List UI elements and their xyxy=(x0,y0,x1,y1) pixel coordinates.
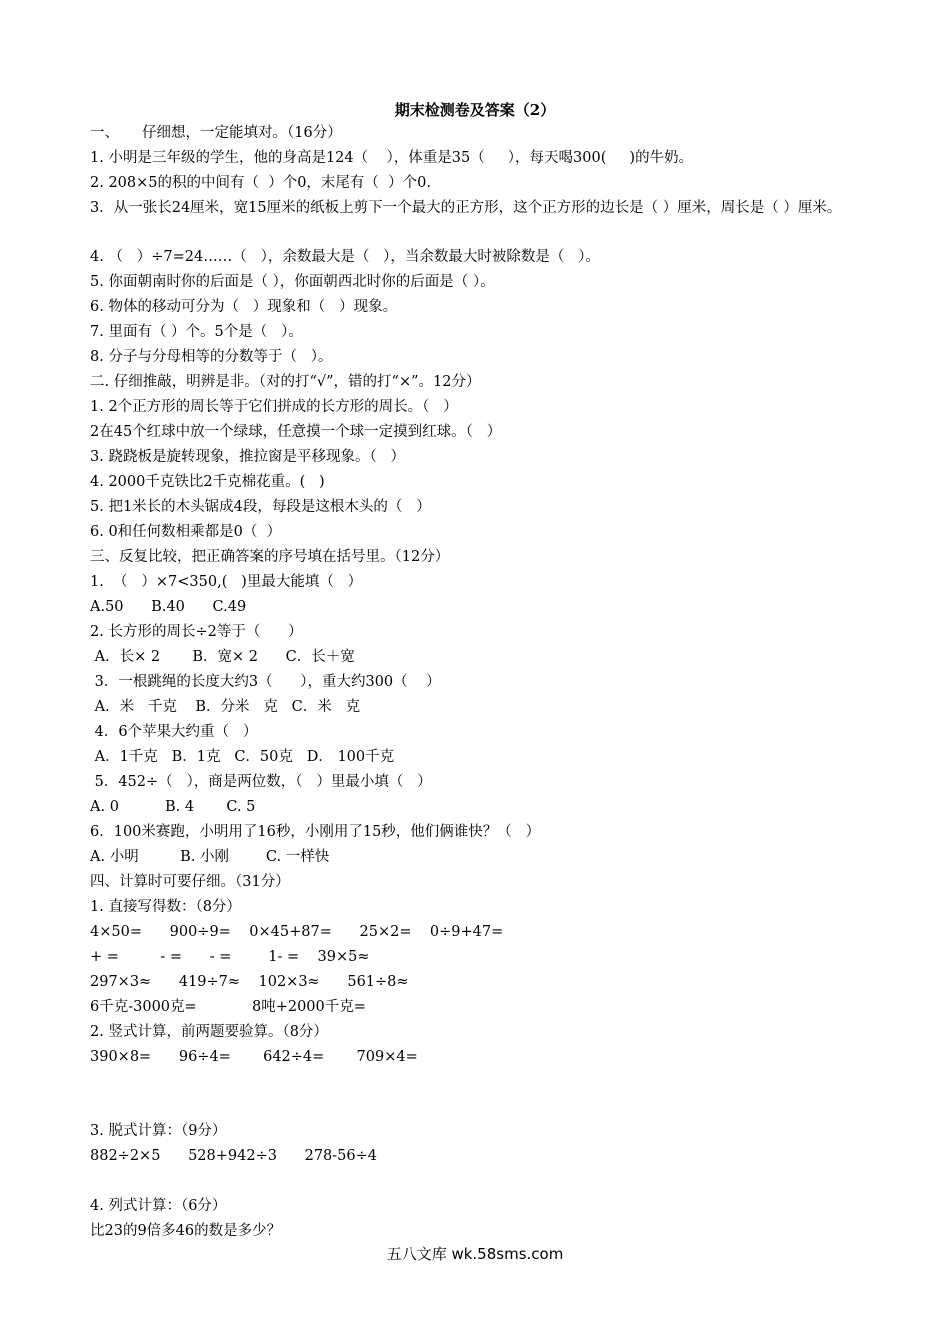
question-3-1-options: A.50 B.40 C.49 xyxy=(90,599,247,615)
question-2-3: 3. 跷跷板是旋转现象，推拉窗是平移现象。（ ） xyxy=(90,449,406,465)
step-calc-row: 882÷2×5 528+942÷3 278-56÷4 xyxy=(90,1148,378,1164)
question-1-1: 1. 小明是三年级的学生，他的身高是124（ ），体重是35（ ），每天喝300( )的牛奶。 xyxy=(90,150,694,166)
question-2-6: 6. 0和任何数相乘都是0（ ） xyxy=(90,524,282,540)
question-4-3: 3. 脱式计算：（9分） xyxy=(90,1123,227,1139)
question-1-8: 8. 分子与分母相等的分数等于（ ）。 xyxy=(90,349,333,365)
question-3-5-options: A. 0 B. 4 C. 5 xyxy=(90,799,256,815)
question-3-6-options: A. 小明 B. 小刚 C. 一样快 xyxy=(90,849,330,865)
question-1-5: 5. 你面朝南时你的后面是（ ），你面朝西北时你的后面是（ ）。 xyxy=(90,274,495,290)
word-problem: 比23的9倍多46的数是多少？ xyxy=(90,1223,282,1239)
question-3-5: 5．452÷（ ），商是两位数，（ ）里最小填（ ） xyxy=(90,774,432,790)
question-1-6: 6. 物体的移动可分为（ ）现象和（ ）现象。 xyxy=(90,299,398,315)
question-3-4: 4．6个苹果大约重（ ） xyxy=(90,724,258,740)
vertical-calc-row: 390×8= 96÷4= 642÷4= 709×4= xyxy=(90,1049,418,1065)
question-3-2: 2. 长方形的周长÷2等于（ ） xyxy=(90,624,303,640)
question-4-2: 2. 竖式计算，前两题要验算。（8分） xyxy=(90,1024,328,1040)
question-1-4: 4. （ ）÷7=24……（ ），余数最大是（ ），当余数最大时被除数是（ ）。 xyxy=(90,249,600,265)
footer-watermark: 五八文库 wk.58sms.com xyxy=(386,1245,564,1263)
question-3-1: 1. （ ）×7<350,( )里最大能填（ ） xyxy=(90,574,363,590)
question-2-1: 1. 2个正方形的周长等于它们拼成的长方形的周长。（ ） xyxy=(90,399,458,415)
question-3-2-options: A．长× 2 B．宽× 2 C．长＋宽 xyxy=(90,649,355,665)
page-title: 期末检测卷及答案（2） xyxy=(394,101,556,119)
question-3-3-options: A．米 千克 B．分米 克 C．米 克 xyxy=(90,699,361,715)
question-3-4-options: A．1千克 B．1克 C．50克 D． 100千克 xyxy=(90,749,395,765)
question-3-3: 3．一根跳绳的长度大约3（ ），重大约300（ ） xyxy=(90,674,441,690)
calc-row-4: 6千克-3000克= 8吨+2000千克= xyxy=(90,999,366,1015)
question-4-1: 1. 直接写得数：（8分） xyxy=(90,899,241,915)
question-1-2: 2. 208×5的积的中间有（ ）个0，末尾有（ ）个0. xyxy=(90,175,431,191)
question-2-4: 4. 2000千克铁比2千克棉花重。( ) xyxy=(90,474,325,490)
section-2-heading: 二. 仔细推敲，明辨是非。（对的打“√”，错的打“×”。12分） xyxy=(90,374,481,390)
calc-row-3: 297×3≈ 419÷7≈ 102×3≈ 561÷8≈ xyxy=(90,974,409,990)
question-4-4: 4. 列式计算：（6分） xyxy=(90,1198,227,1214)
question-1-3: 3．从一张长24厘米，宽15厘米的纸板上剪下一个最大的正方形，这个正方形的边长是（ ）厘米，周长是（ ）厘米。 xyxy=(90,200,842,216)
section-3-heading: 三、反复比较，把正确答案的序号填在括号里。（12分） xyxy=(90,549,450,565)
question-1-7: 7. 里面有（ ）个。5个是（ ）。 xyxy=(90,324,303,340)
question-2-2: 2在45个红球中放一个绿球，任意摸一个球一定摸到红球。（ ） xyxy=(90,424,502,440)
question-3-6: 6．100米赛跑，小明用了16秒，小刚用了15秒，他们俩谁快？（ ） xyxy=(90,824,541,840)
calc-row-2: + = - = - = 1- = 39×5≈ xyxy=(90,949,370,965)
section-1-heading: 一、 仔细想，一定能填对。（16分） xyxy=(90,125,342,141)
question-2-5: 5. 把1米长的木头锯成4段，每段是这根木头的（ ） xyxy=(90,499,431,515)
calc-row-1: 4×50= 900÷9= 0×45+87= 25×2= 0÷9+47= xyxy=(90,924,504,940)
section-4-heading: 四、计算时可要仔细。（31分） xyxy=(90,874,290,890)
